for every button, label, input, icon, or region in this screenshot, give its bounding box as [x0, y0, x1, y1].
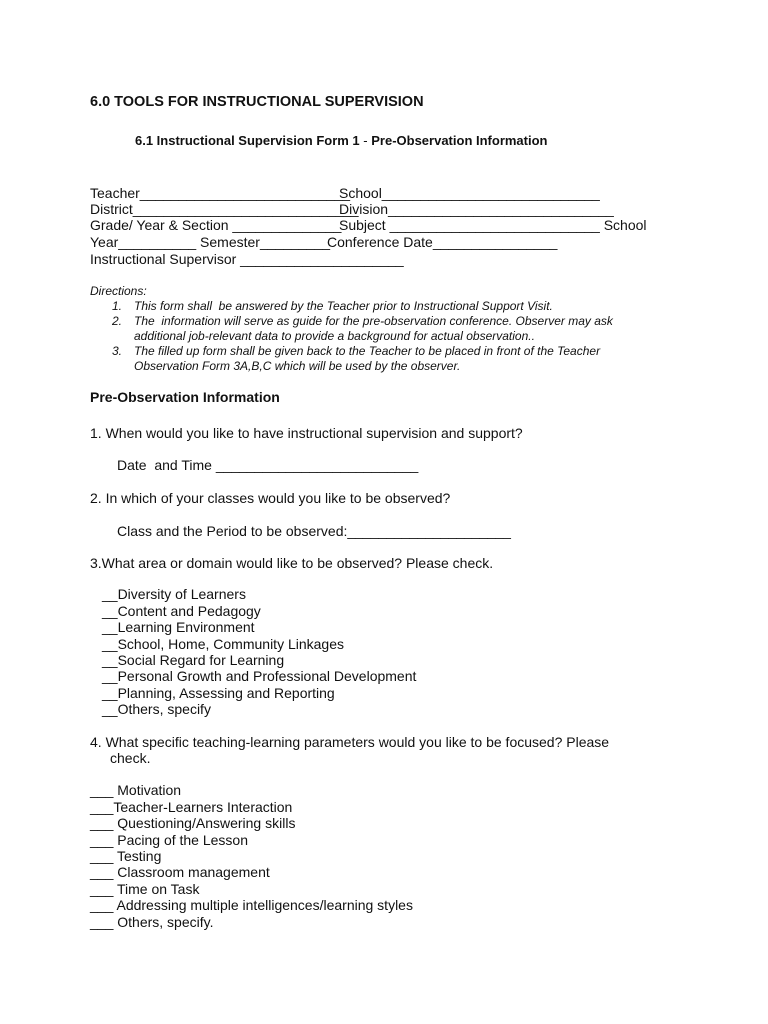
direction-item-3-cont: Observation Form 3A,B,C which will be used by the observer. [134, 359, 461, 373]
question-4-cont: check. [110, 750, 151, 766]
section-heading: Pre-Observation Information [90, 389, 280, 405]
school-field[interactable]: School____________________________ [339, 185, 600, 201]
class-period-field[interactable]: Class and the Period to be observed:_____________________ [117, 523, 511, 539]
q3-option[interactable]: __Social Regard for Learning [102, 652, 285, 668]
district-field[interactable]: District_____________________________ [90, 201, 359, 217]
question-2: 2. In which of your classes would you like to be observed? [90, 490, 451, 506]
q3-option[interactable]: __Planning, Assessing and Reporting [102, 685, 335, 701]
q4-option[interactable]: ___ Motivation [90, 782, 182, 798]
direction-item-2-cont: additional job-relevant data to provide a background for actual observation.. [134, 329, 535, 343]
q3-option[interactable]: __Personal Growth and Professional Development [102, 668, 417, 684]
question-3: 3.What area or domain would like to be observed? Please check. [90, 555, 494, 571]
direction-item-3 [112, 344, 600, 358]
q4-option[interactable]: ___ Pacing of the Lesson [90, 832, 249, 848]
direction-number: 2. [112, 314, 123, 328]
direction-item-1 [112, 299, 553, 313]
q4-option[interactable]: ___ Time on Task [90, 881, 200, 897]
q3-option[interactable]: __School, Home, Community Linkages [102, 636, 345, 652]
q4-option[interactable]: ___ Others, specify. [90, 914, 214, 930]
date-time-field[interactable]: Date and Time __________________________ [117, 457, 419, 473]
conference-date-field[interactable]: Conference Date________________ [327, 234, 558, 250]
directions-heading: Directions: [90, 284, 147, 298]
q4-option[interactable]: ___ Testing [90, 848, 162, 864]
question-4: 4. What specific teaching-learning parameters would you like to be focused? Please [90, 734, 610, 750]
q4-option[interactable]: ___Teacher-Learners Interaction [90, 799, 293, 815]
q3-option[interactable]: __Diversity of Learners [102, 586, 246, 602]
subtitle-dash: - [363, 133, 368, 148]
direction-text: The information will serve as guide for the pre-observation conference. Observer may ask [134, 314, 613, 328]
direction-text: The filled up form shall be given back to the Teacher to be placed in front of the Teacher [134, 344, 601, 358]
subtitle-prefix: 6.1 Instructional Supervision Form 1 [135, 133, 364, 148]
subtitle-suffix: Pre-Observation Information [367, 133, 548, 148]
subject-field[interactable]: Subject ___________________________ School [339, 217, 647, 233]
form-subtitle [135, 133, 548, 149]
teacher-field[interactable]: Teacher___________________________ [90, 185, 351, 201]
q3-option[interactable]: __Others, specify [102, 701, 211, 717]
instructional-supervisor-field[interactable]: Instructional Supervisor _____________________ [90, 251, 404, 267]
direction-number: 3. [112, 344, 123, 358]
q4-option[interactable]: ___ Questioning/Answering skills [90, 815, 296, 831]
page-title: 6.0 TOOLS FOR INSTRUCTIONAL SUPERVISION [90, 94, 424, 110]
division-field[interactable]: Division_____________________________ [339, 201, 614, 217]
direction-item-2 [112, 314, 613, 328]
q4-option[interactable]: ___ Addressing multiple intelligences/learning styles [90, 897, 413, 913]
grade-section-field[interactable]: Grade/ Year & Section ______________ [90, 217, 342, 233]
year-semester-field[interactable]: Year__________ Semester_________ [90, 234, 331, 250]
direction-number: 1. [112, 299, 123, 313]
q3-option[interactable]: __Content and Pedagogy [102, 603, 261, 619]
direction-text: This form shall be answered by the Teacher prior to Instructional Support Visit. [134, 299, 553, 313]
q4-option[interactable]: ___ Classroom management [90, 864, 270, 880]
question-1: 1. When would you like to have instructional supervision and support? [90, 425, 523, 441]
q3-option[interactable]: __Learning Environment [102, 619, 255, 635]
